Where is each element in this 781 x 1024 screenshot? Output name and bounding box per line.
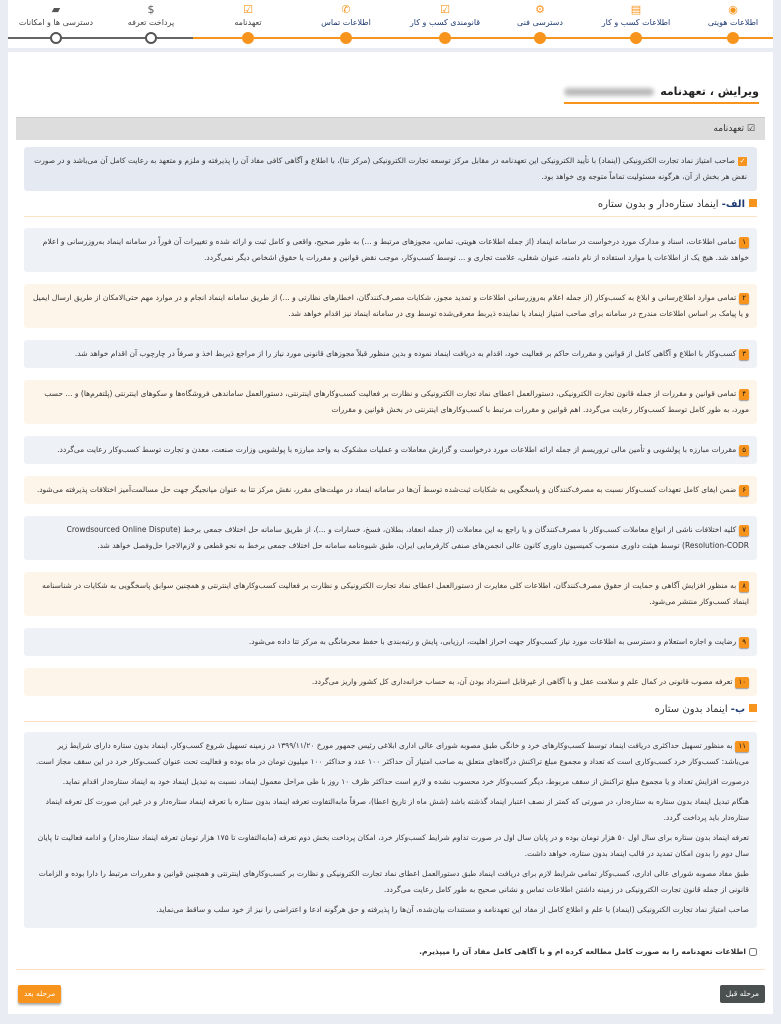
item-text: تعرفه مصوب قانونی در کمال علم و سلامت عقل و با آگاهی از غیرقابل استرداد بودن آن، به حساب خزانه‌داری کل کشور واریز می‌گردد. [311,677,733,686]
step-label: اطلاعات هویتی [707,18,759,27]
commitment-list [24,228,757,940]
next-step-button[interactable]: مرحله بعد [18,985,61,1003]
blurred-domain [564,88,654,96]
step-2[interactable] [581,3,691,27]
step-marker [242,32,254,44]
commitment-item-11 [24,732,757,928]
check-icon: ✓ [739,157,746,165]
main-card [8,52,773,1014]
gears-icon: ⚙ [535,3,545,16]
agree-label[interactable]: اطلاعات تعهدنامه را به صورت کامل مطالعه کرده ام و با آگاهی کامل مفاد آن را میپذیرم. [419,947,746,956]
section-b-title: اینماد بدون ستاره [654,704,728,715]
step-label: اطلاعات تماس [321,18,371,27]
step-label: اطلاعات کسب و کار [601,18,671,27]
paragraph-text: به منظور تسهیل حداکثری دریافت اینماد توسط کسب‌وکارهای خرد و خانگی طبق مصوبه شورای عالی اداری ابلاغی رئیس جمهور مورخ ۱۳۹۹/۱۱/۲۰ در زمینه تسهیل شروع کسب‌وکار، اینماد بدون ستاره دارای شرایط زیر می‌باشد: کسب‌وکار خرد کسب‌وکاری است که تعداد و مجموع مبلغ تراکنش درگاه‌های متعلق به صاحب امتیاز آن حداکثر ۱۰۰ عدد و حداکثر ۱۰۰ میلیون تومان در ماه بوده و فعالیت تحت عنوان کسب‌وکار خرد در این سقف مجاز است. [35,741,749,766]
item-number: ۶ [739,485,749,496]
commitment-item [24,436,757,464]
commitment-item [24,628,757,656]
intro-text: صاحب امتیاز نماد تجارت الکترونیکی (اینماد) با تأیید الکترونیکی این تعهدنامه در مقابل مرکز توسعه تجارت الکترونیکی (مرکز تتا)، با اطلاع و آگاهی کافی مفاد آن را پذیرفته و ملزم و متعهد به رعایت کامل آن می‌باشد و در صورت نقض هر بخش از آن، هرگونه مسئولیت تماماً متوجه وی خواهد بود. [34,156,747,181]
item-number: ۱۰ [735,677,749,688]
panel-header [16,117,765,140]
page-title [564,85,759,104]
paragraph-text: درصورت افزایش تعداد و یا مجموع مبلغ تراکنش از سقف مربوط، دیگر کسب‌وکار خرد محسوب نشده و لازم است حداکثر ظرف ۱۰ روز با طی مراحل معمول اینماد، نسبت به تبدیل اینماد خود به اینماد ستاره‌دار اقدام نماید. [62,777,749,786]
square-bullet-icon [749,704,757,712]
panel-title: تعهدنامه [713,124,745,134]
paragraph-text: تعرفه اینماد بدون ستاره برای سال اول ۵۰ هزار تومان بوده و در پایان سال اول در صورت تداوم شرایط کسب‌وکار خرد، امکان پرداخت بخش دوم تعرفه (مابه‌التفاوت تا ۱۷۵ هزار تومان تعرفه اینماد ستاره‌دار) و ادامه فعالیت تا پایان سال دوم را بدون امکان تمدید در قالب اینماد بدون ستاره، خواهد داشت. [37,833,749,858]
item-text: تمامی موارد اطلاع‌رسانی و ابلاغ به کسب‌وکار (از جمله اعلام به‌روزرسانی اطلاعات و تمدید مجوز، شکایات مصرف‌کنندگان، اخطارهای نظارتی و ...) از طریق سامانه اینماد انجام و در موارد مهم حتی‌الامکان از طریق ارسال ایمیل و یا پیامک بر اساس اطلاعات مندرج در سامانه برای صاحب امتیاز اینماد یا نماینده ذیربط معرفی‌شده توسط وی در سامانه اینماد نیز اقدام خواهد شد. [33,293,749,318]
item-text: تمامی قوانین و مقررات از جمله قانون تجارت الکترونیکی، دستورالعمل اعطای نماد تجارت الکترونیکی و نظارت بر فعالیت کسب‌وکارهای اینترنتی، دستورالعمل ساماندهی فروشگاه‌ها و سکوهای اینترنتی (پلتفرم‌ها) و ... حسب مورد، به طور کامل توسط کسب‌وکار رعایت می‌گردد. اهم قوانین و مقررات مرتبط با کسب‌وکارهای اینترنتی در بخش قوانین و مقررات [44,389,749,414]
item-number: ۱ [739,237,749,248]
item-11-paragraph [32,738,749,770]
step-4[interactable] [390,3,500,27]
item-number: ۸ [739,581,749,592]
section-b-prefix: ب- [730,704,745,715]
step-marker [630,32,642,44]
square-bullet-icon [749,199,757,207]
commitment-item [24,516,757,560]
item-11-paragraph [32,830,749,862]
section-a-heading [24,199,757,217]
progress-line-done [193,37,773,39]
step-marker [727,32,739,44]
item-11-paragraph [32,774,749,790]
step-marker [340,32,352,44]
item-text: کسب‌وکار با اطلاع و آگاهی کامل از قوانین و مقررات حاکم بر فعالیت خود، اقدام به دریافت اینماد نموده و بدین منظور قبلاً مجوزهای قانونی مورد نیاز را از مراجع ذیربط اخذ و صرفاً در چارچوب آن اقدام خواهد شد. [74,349,737,358]
check-square-icon: ☑ [746,124,755,134]
step-label: دسترسی ها و امکانات [18,18,94,27]
step-marker [534,32,546,44]
step-8[interactable] [1,3,111,27]
item-number: ۹ [739,637,749,648]
intro-box [24,147,757,191]
item-text: رضایت و اجازه استعلام و دسترسی به اطلاعات مورد نیاز کسب‌وکار جهت احراز اهلیت، ارزیابی، پایش و رتبه‌بندی با حفظ محرمانگی به مرکز تتا داده می‌شود. [248,637,737,646]
commitment-item [24,228,757,272]
folder-open-icon: ▰ [51,3,61,16]
divider [16,969,765,970]
item-text: کلیه اختلافات ناشی از انواع معاملات کسب‌وکار با مصرف‌کنندگان و یا راجع به این معاملات (از جمله انعقاد، بطلان، فسخ، خسارات و ...)، از طریق سامانه حل اختلاف جمعی برخط (Crowdsourced Online Dispute Resolution-CODR) توسط هیئت داوری منصوب کمیسیون داوری کانون عالی انجمن‌های صنفی کارفرمایی ایران، طبق شیوه‌نامه سامانه حل اختلاف جمعی برخط به نحو قطعی و لازم‌الاجرا حل‌وفصل خواهد شد. [66,525,749,550]
item-11-paragraph [32,794,749,826]
document-icon: ▤ [630,3,642,16]
step-7[interactable] [96,3,206,27]
section-b-heading [24,704,757,722]
agree-row[interactable] [419,947,757,956]
item-11-paragraph [32,866,749,898]
item-number: ۲ [739,293,749,304]
previous-step-button[interactable]: مرحله قبل [720,985,765,1003]
item-number: ۴ [739,389,749,400]
section-a-title: اینماد ستاره‌دار و بدون ستاره [597,199,719,210]
item-text: تمامی اطلاعات، اسناد و مدارک مورد درخواست در سامانه اینماد (از جمله اطلاعات هویتی، تماس، مجوزهای مرتبط و ...) به طور صحیح، واقعی و کامل ثبت و ارائه شده و تغییرات آن فوراً در سامانه اینماد به‌روزرسانی و اعلام خواهد شد. هیچ یک از اطلاعات یا موارد استفاده از نام دامنه، عنوان شغلی، علامت تجاری و ... توسط کسب‌وکار، موجب نقض قوانین و مقررات یا حقوق اشخاص دیگر نمی‌گردد. [42,237,749,262]
item-text: به منظور افزایش آگاهی و حمایت از حقوق مصرف‌کنندگان، اطلاعات کلی مغایرت از دستورالعمل اعطای نماد تجارت الکترونیکی و نظارت بر فعالیت کسب‌وکارهای اینترنتی و همچنین سوابق پاسخگویی به شکایات در شناسنامه اینماد کسب‌وکار منتشر می‌شود. [42,581,749,606]
phone-icon: ✆ [341,3,351,16]
commitment-item [24,572,757,616]
commitment-item [24,380,757,424]
step-label: قانومندی کسب و کار [409,18,481,27]
step-3[interactable] [485,3,595,27]
paragraph-text: صاحب امتیاز نماد تجارت الکترونیکی (اینماد) با علم و اطلاع کامل از مفاد این تعهدنامه و مستندات بیان‌شده، آن‌ها را پذیرفته و حق هرگونه ادعا و اعتراضی را نیز از خود سلب و ساقط می‌نماید. [156,905,749,914]
item-11-paragraph [32,902,749,918]
item-text: مقررات مبارزه با پولشویی و تأمین مالی تروریسم از جمله ارائه اطلاعات مورد درخواست و گزارش معاملات و عملیات مشکوک به واحد مبارزه با پولشویی وزارت صنعت، معدن و تجارت توسط کسب‌وکار رعایت می‌گردد. [57,445,737,454]
step-marker [439,32,451,44]
check-square-icon: ☑ [243,3,253,16]
checkbox-icon: ☑ [440,3,450,16]
item-text: ضمن ایفای کامل تعهدات کسب‌وکار نسبت به مصرف‌کنندگان و پاسخگویی به شکایات ثبت‌شده توسط آن‌ها در سامانه اینماد در مهلت‌های مقرر، نقش مرکز تتا به عنوان میانجیگر جهت حل مسالمت‌آمیز اختلافات پذیرفته می‌شود. [36,485,737,494]
item-number: ۵ [739,445,749,456]
step-label: پرداخت تعرفه [127,18,175,27]
dollar-icon: $ [147,3,155,16]
item-number: ۷ [739,525,749,536]
wizard-stepper [8,0,773,48]
step-6[interactable] [193,3,303,27]
step-1[interactable] [678,3,781,27]
step-label: تعهدنامه [234,18,262,27]
section-a-prefix: الف- [721,199,745,210]
commitment-item [24,284,757,328]
page-title-text: ویرایش ، تعهدنامه [660,85,759,98]
step-label: دسترسی فنی [517,18,563,27]
user-circle-icon: ◉ [728,3,738,16]
commitment-item [24,476,757,504]
step-5[interactable] [291,3,401,27]
item-number: ۱۱ [735,741,749,752]
commitment-item [24,340,757,368]
paragraph-text: هنگام تبدیل اینماد بدون ستاره به ستاره‌دار، در صورتی که کمتر از نصف اعتبار اینماد گذشته باشد (شش ماه از تاریخ اعطا)، صرفاً مابه‌التفاوت تعرفه اینماد بدون ستاره با تعرفه اینماد ستاره‌دار و در غیر این صورت کل تعرفه اینماد ستاره‌دار باید پرداخت گردد. [45,797,749,822]
step-marker [145,32,157,44]
progress-line-todo [8,37,193,39]
step-marker [50,32,62,44]
commitment-item [24,668,757,696]
agree-checkbox[interactable] [749,948,757,956]
item-number: ۳ [739,349,749,360]
paragraph-text: طبق مفاد مصوبه شورای عالی اداری، کسب‌وکار تمامی شرایط لازم برای دریافت اینماد طبق دستورالعمل اعطای نماد تجارت الکترونیکی و نظارت بر کسب‌وکارهای اینترنتی و همچنین قوانین و مقررات مرتبط را دارا بوده و الزامات قانونی از جمله قانون تجارت الکترونیکی در زمینه داشتن اطلاعات تماس و نشانی صحیح به طور کامل رعایت می‌گردد. [38,869,749,894]
